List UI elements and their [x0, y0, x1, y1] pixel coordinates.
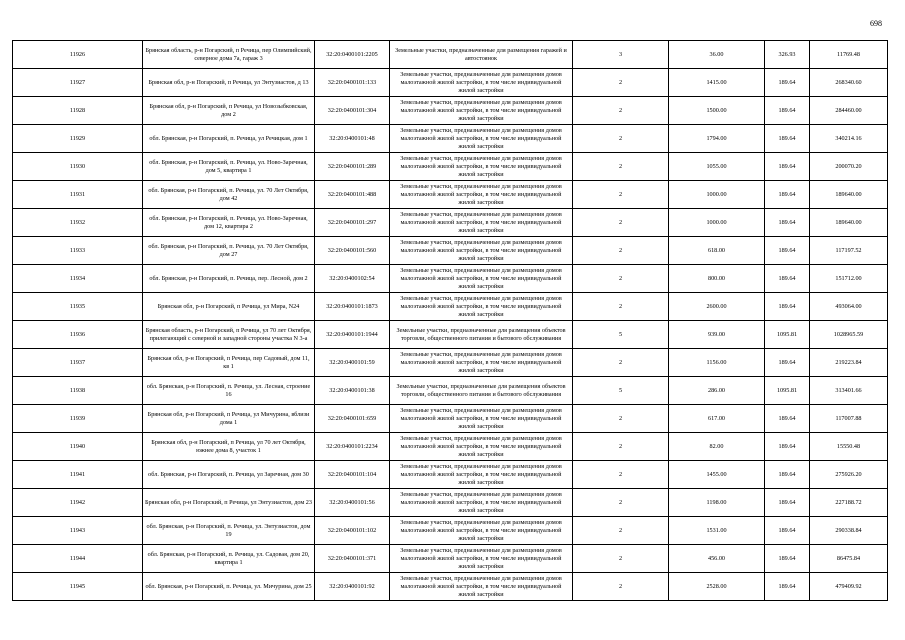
land-purpose-cell: Земельные участки, предназначенные для размещения домов малоэтажной жилой застройки, в том числе индивидуальной жилой застройки — [390, 517, 573, 545]
table-row — [13, 377, 888, 405]
area-cell: 1198.00 — [669, 489, 765, 517]
table-row — [13, 293, 888, 321]
land-purpose-cell: Земельные участки, предназначенные для размещения домов малоэтажной жилой застройки, в том числе индивидуальной жилой застройки — [390, 461, 573, 489]
page-number: 698 — [870, 19, 882, 28]
table-row — [13, 181, 888, 209]
area-cell: 456.00 — [669, 545, 765, 573]
area-cell: 618.00 — [669, 237, 765, 265]
area-cell: 1415.00 — [669, 69, 765, 97]
area-cell: 2528.00 — [669, 573, 765, 601]
specific-value-cell: 189.64 — [765, 461, 810, 489]
area-cell: 1156.00 — [669, 349, 765, 377]
table-row — [13, 265, 888, 293]
cadastral-value-cell: 11769.48 — [810, 41, 888, 69]
address-cell: Брянская обл, р-н Погарский, п Речица, ул Энтузиастов, д 13 — [143, 69, 315, 97]
specific-value-cell: 189.64 — [765, 153, 810, 181]
group-number-cell: 5 — [573, 377, 669, 405]
cadastral-number-cell: 32:20:0400101:297 — [315, 209, 390, 237]
cadastral-value-cell: 151712.00 — [810, 265, 888, 293]
cadastral-number-cell: 32:20:0400101:38 — [315, 377, 390, 405]
land-purpose-cell: Земельные участки, предназначенные для размещения домов малоэтажной жилой застройки, в том числе индивидуальной жилой застройки — [390, 153, 573, 181]
cadastral-value-cell: 200070.20 — [810, 153, 888, 181]
cadastral-number-cell: 32:20:0400101:56 — [315, 489, 390, 517]
land-purpose-cell: Земельные участки, предназначенные для размещения домов малоэтажной жилой застройки, в том числе индивидуальной жилой застройки — [390, 181, 573, 209]
address-cell: обл. Брянская, р-н Погарский, п. Речица, ул. Энтузиастов, дом 19 — [143, 517, 315, 545]
row-number-cell: 11926 — [13, 41, 143, 69]
area-cell: 1000.00 — [669, 209, 765, 237]
area-cell: 36.00 — [669, 41, 765, 69]
row-number-cell: 11934 — [13, 265, 143, 293]
address-cell: Брянская область, р-н Погарский, п Речица, ул 70 лет Октября, прилегающий с северной и западной стороны участка N 3-а — [143, 321, 315, 349]
row-number-cell: 11941 — [13, 461, 143, 489]
table-row — [13, 97, 888, 125]
address-cell: Брянская обл, р-н Погарский, п Речица, ул Мира, N24 — [143, 293, 315, 321]
table-row — [13, 349, 888, 377]
cadastral-number-cell: 32:20:0400101:133 — [315, 69, 390, 97]
table-row — [13, 69, 888, 97]
group-number-cell: 2 — [573, 433, 669, 461]
group-number-cell: 2 — [573, 573, 669, 601]
specific-value-cell: 189.64 — [765, 293, 810, 321]
cadastral-value-cell: 189640.00 — [810, 209, 888, 237]
cadastral-number-cell: 32:20:0400101:371 — [315, 545, 390, 573]
land-purpose-cell: Земельные участки, предназначенные для размещения объектов торговли, общественного питания и бытового обслуживания — [390, 321, 573, 349]
cadastral-number-cell: 32:20:0400101:560 — [315, 237, 390, 265]
cadastral-number-cell: 32:20:0400101:304 — [315, 97, 390, 125]
address-cell: Брянская обл, р-н Погарский, п Речица, ул Мичурина, вблизи дома 1 — [143, 405, 315, 433]
area-cell: 617.00 — [669, 405, 765, 433]
table-row — [13, 573, 888, 601]
land-purpose-cell: Земельные участки, предназначенные для размещения домов малоэтажной жилой застройки, в том числе индивидуальной жилой застройки — [390, 545, 573, 573]
row-number-cell: 11929 — [13, 125, 143, 153]
cadastral-value-cell: 340214.16 — [810, 125, 888, 153]
group-number-cell: 2 — [573, 237, 669, 265]
area-cell: 2600.00 — [669, 293, 765, 321]
row-number-cell: 11944 — [13, 545, 143, 573]
row-number-cell: 11932 — [13, 209, 143, 237]
row-number-cell: 11938 — [13, 377, 143, 405]
address-cell: Брянская обл, р-н Погарский, п Речица, ул 70 лет Октября, южнее дома 8, участок 1 — [143, 433, 315, 461]
row-number-cell: 11935 — [13, 293, 143, 321]
group-number-cell: 2 — [573, 517, 669, 545]
table-row — [13, 125, 888, 153]
row-number-cell: 11939 — [13, 405, 143, 433]
area-cell: 82.00 — [669, 433, 765, 461]
area-cell: 800.00 — [669, 265, 765, 293]
table-row — [13, 321, 888, 349]
specific-value-cell: 189.64 — [765, 517, 810, 545]
row-number-cell: 11931 — [13, 181, 143, 209]
table-row — [13, 209, 888, 237]
group-number-cell: 2 — [573, 153, 669, 181]
land-purpose-cell: Земельные участки, предназначенные для размещения домов малоэтажной жилой застройки, в том числе индивидуальной жилой застройки — [390, 405, 573, 433]
address-cell: обл. Брянская, р-н Погарский, п. Речица, ул. 70 Лет Октября, дом 42 — [143, 181, 315, 209]
area-cell: 286.00 — [669, 377, 765, 405]
table-row — [13, 41, 888, 69]
group-number-cell: 2 — [573, 181, 669, 209]
group-number-cell: 2 — [573, 349, 669, 377]
land-purpose-cell: Земельные участки, предназначенные для размещения домов малоэтажной жилой застройки, в том числе индивидуальной жилой застройки — [390, 265, 573, 293]
address-cell: обл. Брянская, р-н Погарский, п. Речица, ул. 70 Лет Октября, дом 27 — [143, 237, 315, 265]
cadastral-number-cell: 32:20:0400102:54 — [315, 265, 390, 293]
table-row — [13, 153, 888, 181]
cadastral-value-cell: 313401.66 — [810, 377, 888, 405]
table-row — [13, 545, 888, 573]
cadastral-value-cell: 219223.84 — [810, 349, 888, 377]
group-number-cell: 2 — [573, 293, 669, 321]
address-cell: обл. Брянская, р-н Погарский, п. Речица, ул Заречная, дом 30 — [143, 461, 315, 489]
area-cell: 1055.00 — [669, 153, 765, 181]
cadastral-value-table — [12, 40, 888, 601]
specific-value-cell: 189.64 — [765, 69, 810, 97]
land-purpose-cell: Земельные участки, предназначенные для размещения домов малоэтажной жилой застройки, в том числе индивидуальной жилой застройки — [390, 433, 573, 461]
land-purpose-cell: Земельные участки, предназначенные для размещения гаражей и автостоянок — [390, 41, 573, 69]
cadastral-number-cell: 32:20:0400101:48 — [315, 125, 390, 153]
specific-value-cell: 189.64 — [765, 405, 810, 433]
row-number-cell: 11930 — [13, 153, 143, 181]
land-purpose-cell: Земельные участки, предназначенные для размещения домов малоэтажной жилой застройки, в том числе индивидуальной жилой застройки — [390, 97, 573, 125]
land-purpose-cell: Земельные участки, предназначенные для размещения домов малоэтажной жилой застройки, в том числе индивидуальной жилой застройки — [390, 573, 573, 601]
address-cell: обл. Брянская, р-н Погарский, п. Речица, ул. Ново-Заречная, дом 12, квартира 2 — [143, 209, 315, 237]
land-purpose-cell: Земельные участки, предназначенные для размещения домов малоэтажной жилой застройки, в том числе индивидуальной жилой застройки — [390, 489, 573, 517]
cadastral-number-cell: 32:20:0400101:1944 — [315, 321, 390, 349]
cadastral-number-cell: 32:20:0400101:92 — [315, 573, 390, 601]
row-number-cell: 11942 — [13, 489, 143, 517]
address-cell: обл. Брянская, р-н Погарский, п. Речица, ул. Лесная, строение 16 — [143, 377, 315, 405]
land-purpose-cell: Земельные участки, предназначенные для размещения домов малоэтажной жилой застройки, в том числе индивидуальной жилой застройки — [390, 125, 573, 153]
cadastral-value-cell: 15550.48 — [810, 433, 888, 461]
cadastral-number-cell: 32:20:0400101:2234 — [315, 433, 390, 461]
area-cell: 939.00 — [669, 321, 765, 349]
cadastral-value-cell: 290338.84 — [810, 517, 888, 545]
group-number-cell: 2 — [573, 265, 669, 293]
cadastral-number-cell: 32:20:0400101:59 — [315, 349, 390, 377]
cadastral-number-cell: 32:20:0400101:659 — [315, 405, 390, 433]
land-purpose-cell: Земельные участки, предназначенные для размещения домов малоэтажной жилой застройки, в том числе индивидуальной жилой застройки — [390, 69, 573, 97]
cadastral-value-cell: 493064.00 — [810, 293, 888, 321]
table-row — [13, 461, 888, 489]
land-purpose-cell: Земельные участки, предназначенные для размещения домов малоэтажной жилой застройки, в том числе индивидуальной жилой застройки — [390, 209, 573, 237]
cadastral-number-cell: 32:20:0400101:2205 — [315, 41, 390, 69]
group-number-cell: 3 — [573, 41, 669, 69]
area-cell: 1500.00 — [669, 97, 765, 125]
address-cell: Брянская обл, р-н Погарский, п Речица, ул Энтузиастов, дом 23 — [143, 489, 315, 517]
specific-value-cell: 189.64 — [765, 545, 810, 573]
cadastral-number-cell: 32:20:0400101:1873 — [315, 293, 390, 321]
cadastral-value-cell: 275926.20 — [810, 461, 888, 489]
group-number-cell: 2 — [573, 69, 669, 97]
row-number-cell: 11943 — [13, 517, 143, 545]
group-number-cell: 2 — [573, 545, 669, 573]
cadastral-number-cell: 32:20:0400101:488 — [315, 181, 390, 209]
specific-value-cell: 326.93 — [765, 41, 810, 69]
row-number-cell: 11928 — [13, 97, 143, 125]
cadastral-number-cell: 32:20:0400101:102 — [315, 517, 390, 545]
area-cell: 1531.00 — [669, 517, 765, 545]
land-purpose-cell: Земельные участки, предназначенные для размещения домов малоэтажной жилой застройки, в том числе индивидуальной жилой застройки — [390, 293, 573, 321]
group-number-cell: 2 — [573, 405, 669, 433]
table-row — [13, 517, 888, 545]
cadastral-value-cell: 268340.60 — [810, 69, 888, 97]
specific-value-cell: 189.64 — [765, 125, 810, 153]
row-number-cell: 11945 — [13, 573, 143, 601]
group-number-cell: 2 — [573, 461, 669, 489]
cadastral-value-cell: 227188.72 — [810, 489, 888, 517]
specific-value-cell: 189.64 — [765, 237, 810, 265]
row-number-cell: 11936 — [13, 321, 143, 349]
group-number-cell: 2 — [573, 97, 669, 125]
land-purpose-cell: Земельные участки, предназначенные для размещения домов малоэтажной жилой застройки, в том числе индивидуальной жилой застройки — [390, 349, 573, 377]
group-number-cell: 2 — [573, 209, 669, 237]
row-number-cell: 11933 — [13, 237, 143, 265]
group-number-cell: 2 — [573, 489, 669, 517]
table-row — [13, 237, 888, 265]
area-cell: 1794.00 — [669, 125, 765, 153]
table-row — [13, 489, 888, 517]
address-cell: обл. Брянская, р-н Погарский, п. Речица, ул. Ново-Заречная, дом 5, квартира 1 — [143, 153, 315, 181]
group-number-cell: 5 — [573, 321, 669, 349]
area-cell: 1455.00 — [669, 461, 765, 489]
area-cell: 1000.00 — [669, 181, 765, 209]
cadastral-number-cell: 32:20:0400101:104 — [315, 461, 390, 489]
cadastral-value-cell: 1028965.59 — [810, 321, 888, 349]
cadastral-value-cell: 117197.52 — [810, 237, 888, 265]
land-purpose-cell: Земельные участки, предназначенные для размещения объектов торговли, общественного питания и бытового обслуживания — [390, 377, 573, 405]
address-cell: обл. Брянская, р-н Погарский, п. Речица, ул. Мичурина, дом 25 — [143, 573, 315, 601]
specific-value-cell: 189.64 — [765, 209, 810, 237]
specific-value-cell: 189.64 — [765, 489, 810, 517]
address-cell: обл. Брянская, р-н Погарский, п. Речица, ул. Садовая, дом 20, квартира 1 — [143, 545, 315, 573]
specific-value-cell: 1095.81 — [765, 321, 810, 349]
address-cell: обл. Брянская, р-н Погарский, п. Речица, ул Речицкая, дом 1 — [143, 125, 315, 153]
row-number-cell: 11940 — [13, 433, 143, 461]
specific-value-cell: 189.64 — [765, 97, 810, 125]
table-row — [13, 405, 888, 433]
cadastral-value-cell: 86475.84 — [810, 545, 888, 573]
row-number-cell: 11927 — [13, 69, 143, 97]
specific-value-cell: 189.64 — [765, 573, 810, 601]
row-number-cell: 11937 — [13, 349, 143, 377]
table-body — [13, 41, 888, 601]
cadastral-value-cell: 117007.88 — [810, 405, 888, 433]
address-cell: Брянская обл, р-н Погарский, п Речица, ул Новозыбковская, дом 2 — [143, 97, 315, 125]
address-cell: обл. Брянская, р-н Погарский, п. Речица, пер. Лесной, дом 2 — [143, 265, 315, 293]
specific-value-cell: 189.64 — [765, 181, 810, 209]
cadastral-value-cell: 479409.92 — [810, 573, 888, 601]
land-purpose-cell: Земельные участки, предназначенные для размещения домов малоэтажной жилой застройки, в том числе индивидуальной жилой застройки — [390, 237, 573, 265]
address-cell: Брянская обл, р-н Погарский, п Речица, пер Садовый, дом 11, кв 1 — [143, 349, 315, 377]
cadastral-value-cell: 189640.00 — [810, 181, 888, 209]
address-cell: Брянская область, р-н Погарский, п Речица, пер Олимпийский, северное дома 7а, гараж 3 — [143, 41, 315, 69]
cadastral-value-cell: 284460.00 — [810, 97, 888, 125]
specific-value-cell: 189.64 — [765, 433, 810, 461]
group-number-cell: 2 — [573, 125, 669, 153]
specific-value-cell: 189.64 — [765, 349, 810, 377]
cadastral-number-cell: 32:20:0400101:289 — [315, 153, 390, 181]
specific-value-cell: 1095.81 — [765, 377, 810, 405]
table-row — [13, 433, 888, 461]
specific-value-cell: 189.64 — [765, 265, 810, 293]
